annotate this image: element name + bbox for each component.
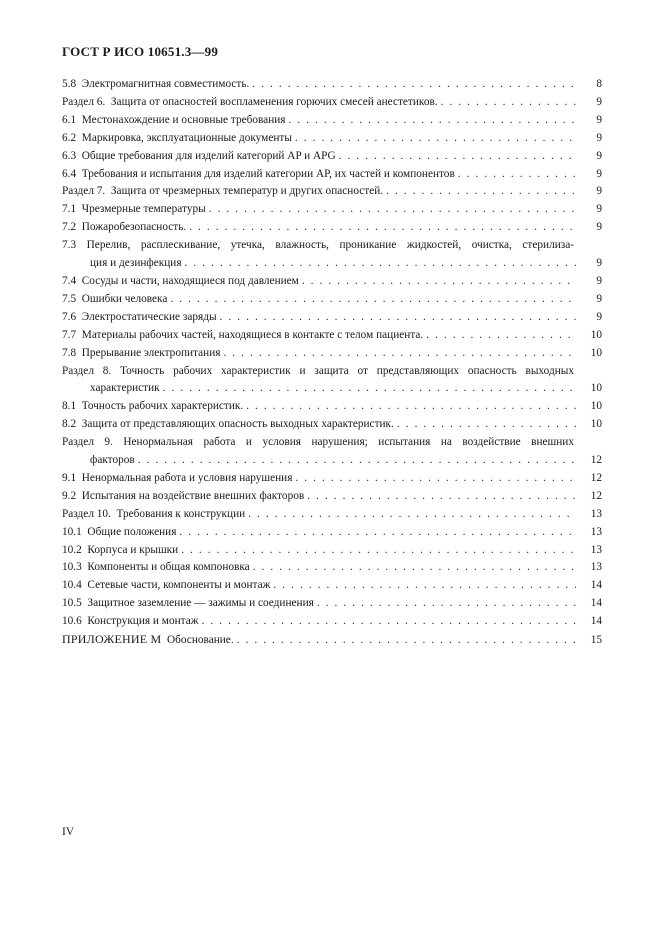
dot-leader — [299, 273, 576, 291]
toc-entry — [62, 524, 602, 542]
page-number-footer: IV — [62, 826, 75, 838]
dot-leader — [178, 542, 576, 560]
dot-leader — [304, 488, 576, 506]
toc-entry-title: 7.5 Ошибки человека — [62, 292, 168, 305]
toc-entry-title: ция и дезинфекция — [90, 257, 182, 270]
dot-leader — [186, 219, 576, 237]
dot-leader — [250, 559, 576, 577]
toc-page-number: 9 — [596, 131, 602, 144]
dot-leader — [438, 94, 576, 112]
toc-entry-title: Раздел 6. Защита от опасностей воспламенения горючих смесей анестетиков. — [62, 95, 438, 108]
toc-entry-title: 10.4 Сетевые части, компоненты и монтаж — [62, 579, 271, 592]
toc-entry — [62, 363, 602, 399]
toc-entry — [62, 219, 602, 237]
toc-page-number: 9 — [596, 292, 602, 305]
toc-page-number: 10 — [590, 346, 602, 359]
dot-leader — [270, 577, 576, 595]
toc-entry — [62, 488, 602, 506]
toc-entry — [62, 613, 602, 631]
toc-page-number: 9 — [596, 310, 602, 323]
dot-leader — [217, 309, 576, 327]
toc-entry — [62, 166, 602, 184]
toc-entry-title: 9.1 Ненормальная работа и условия нарушения — [62, 471, 293, 484]
toc-entry — [62, 559, 602, 577]
toc-entry-title: факторов — [90, 454, 135, 467]
dot-leader — [336, 148, 576, 166]
toc-entry-title: 10.3 Компоненты и общая компоновка — [62, 561, 250, 574]
toc-page-number: 13 — [590, 543, 602, 556]
toc-entry-title: 7.1 Чрезмерные температуры — [62, 203, 206, 216]
toc-page-number: 15 — [590, 634, 602, 647]
toc-entry-title: 6.1 Местонахождение и основные требования — [62, 113, 286, 126]
toc-entry — [62, 94, 602, 112]
toc-entry — [62, 506, 602, 524]
dot-leader — [383, 183, 576, 201]
toc-page-number: 13 — [590, 561, 602, 574]
toc-page-number: 14 — [590, 597, 602, 610]
toc-page-number: 9 — [596, 257, 602, 270]
dot-leader — [176, 524, 576, 542]
toc-entry — [62, 398, 602, 416]
toc-entry — [62, 434, 602, 470]
toc-entry — [62, 470, 602, 488]
toc-entry — [62, 631, 602, 650]
dot-leader — [243, 398, 576, 416]
toc-entry — [62, 148, 602, 166]
toc-page-number: 12 — [590, 454, 602, 467]
toc-entry-title: 5.8 Электромагнитная совместимость. — [62, 78, 250, 90]
document-header: ГОСТ Р ИСО 10651.3—99 — [62, 44, 219, 59]
toc-page-number: 10 — [590, 400, 602, 413]
toc-entry-title: 10.6 Конструкция и монтаж — [62, 615, 199, 628]
toc-entry — [62, 112, 602, 130]
toc-page-number: 9 — [596, 185, 602, 198]
toc-entry-title: 7.6 Электростатические заряды — [62, 310, 217, 323]
toc-entry — [62, 345, 602, 363]
toc-entry-title: 10.2 Корпуса и крышки — [62, 543, 179, 556]
toc-entry — [62, 327, 602, 345]
toc-entry-title: 6.3 Общие требования для изделий категорий AP и APG — [62, 149, 336, 162]
toc-entry-title: Обоснование. — [161, 634, 234, 647]
toc-entry — [62, 291, 602, 309]
toc-entry-title: 9.2 Испытания на воздействие внешних факторов — [62, 489, 305, 502]
toc-entry-title: 10.5 Защитное заземление — зажимы и соединения — [62, 597, 314, 610]
dot-leader — [249, 76, 576, 94]
toc-entry-heading-line: Раздел 9. Ненормальная работа и условия нарушения; испытания на воздействие внешних — [62, 436, 574, 449]
dot-leader — [167, 291, 576, 309]
toc-entry-title: 8.1 Точность рабочих характеристик. — [62, 400, 244, 413]
toc-entry — [62, 577, 602, 595]
dot-leader — [220, 345, 576, 363]
toc-page-number: 14 — [590, 615, 602, 628]
dot-leader — [455, 166, 576, 184]
dot-leader — [314, 595, 576, 613]
toc-page-number: 9 — [596, 95, 602, 108]
toc-page-number: 9 — [596, 274, 602, 287]
toc-page-number: 10 — [590, 382, 602, 395]
toc-entry-title: 7.2 Пожаробезопасность. — [62, 221, 187, 234]
toc-entry — [62, 130, 602, 148]
toc-entry — [62, 542, 602, 560]
toc-entry — [62, 416, 602, 434]
toc-page-number: 10 — [590, 418, 602, 431]
toc-entry-heading-line: Раздел 8. Точность рабочих характеристик и защита от представляющих опасность выходных — [62, 364, 574, 377]
toc-page-number: 8 — [596, 78, 602, 90]
dot-leader — [292, 470, 576, 488]
toc-entry — [62, 595, 602, 613]
dot-leader — [160, 380, 576, 398]
dot-leader — [292, 130, 576, 148]
toc-entry-title: 7.7 Материалы рабочих частей, находящиеся в контакте с телом пациента. — [62, 328, 424, 341]
toc-entry-title: Раздел 10. Требования к конструкции — [62, 507, 246, 520]
toc-entry — [62, 183, 602, 201]
dot-leader — [234, 632, 576, 650]
dot-leader — [206, 201, 576, 219]
toc-entry-title: 6.2 Маркировка, эксплуатационные документы — [62, 131, 292, 144]
dot-leader — [182, 255, 576, 273]
toc-entry-title: 10.1 Общие положения — [62, 525, 177, 538]
toc-entry — [62, 76, 602, 94]
toc-entry — [62, 309, 602, 327]
toc-entry — [62, 273, 602, 291]
dot-leader — [245, 506, 576, 524]
toc-entry-title: 6.4 Требования и испытания для изделий категории AP, их частей и компонентов — [62, 167, 455, 180]
dot-leader — [423, 327, 576, 345]
dot-leader — [135, 452, 576, 470]
toc-entry-title: характеристик — [90, 382, 160, 395]
toc-page-number: 9 — [596, 167, 602, 180]
toc-page-number: 9 — [596, 113, 602, 126]
toc-entry — [62, 237, 602, 273]
dot-leader — [286, 112, 577, 130]
toc-page-number: 9 — [596, 203, 602, 216]
toc-entry-title: Раздел 7. Защита от чрезмерных температур и других опасностей. — [62, 185, 384, 198]
dot-leader — [394, 416, 576, 434]
toc-entry-title: 8.2 Защита от представляющих опасность выходных характеристик. — [62, 418, 394, 431]
toc-page-number: 13 — [590, 525, 602, 538]
toc-entry — [62, 201, 602, 219]
toc-page-number: 9 — [596, 221, 602, 234]
toc-page-number: 14 — [590, 579, 602, 592]
toc-page-number: 12 — [590, 489, 602, 502]
toc-entry-title: 7.4 Сосуды и части, находящиеся под давлением — [62, 274, 299, 287]
toc-page-number: 10 — [590, 328, 602, 341]
toc-page-number: 13 — [590, 507, 602, 520]
table-of-contents — [62, 76, 602, 650]
toc-entry-title: 7.8 Прерывание электропитания — [62, 346, 221, 359]
toc-entry-heading-line: 7.3 Перелив, расплескивание, утечка, влажность, проникание жидкостей, очистка, стерилиза- — [62, 239, 574, 252]
appendix-label: ПРИЛОЖЕНИЕ М — [62, 632, 162, 647]
toc-page-number: 12 — [590, 471, 602, 484]
dot-leader — [199, 613, 576, 631]
toc-page-number: 9 — [596, 149, 602, 162]
